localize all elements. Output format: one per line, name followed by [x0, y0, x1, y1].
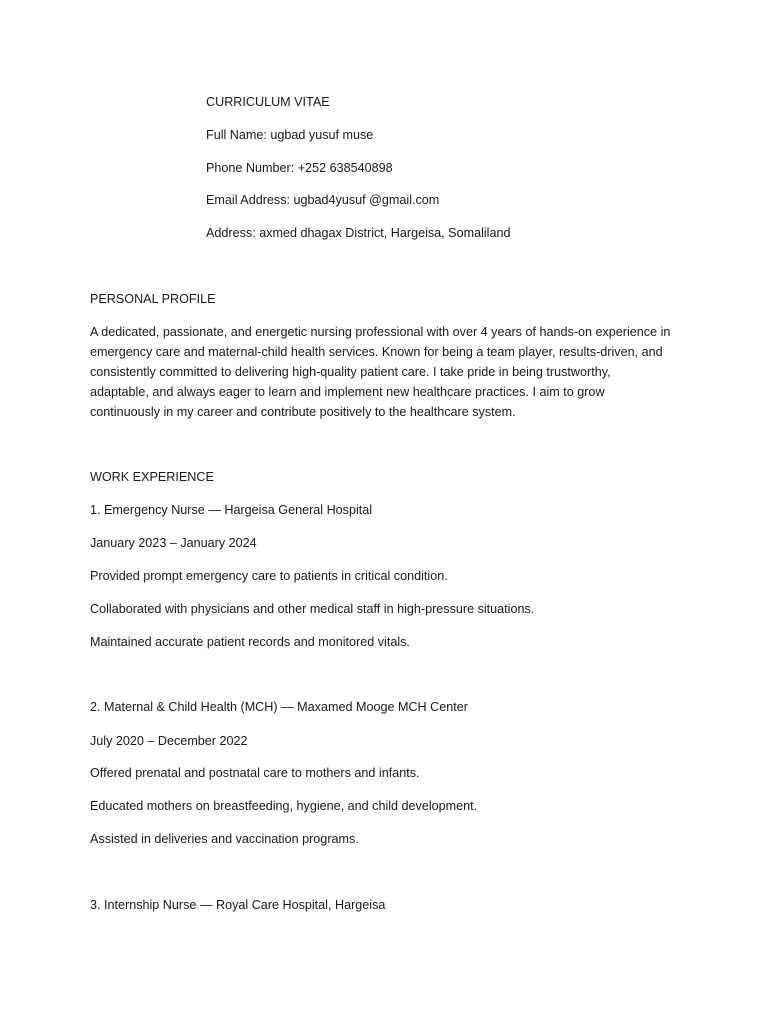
job-duty: Provided prompt emergency care to patients in critical condition. — [90, 569, 448, 583]
profile-line: consistently committed to delivering high-quality patient care. I take pride in being trustworthy, — [90, 365, 611, 379]
home-address: Address: axmed dhagax District, Hargeisa, Somaliland — [206, 226, 511, 240]
job-dates: July 2020 – December 2022 — [90, 734, 248, 748]
phone-number: Phone Number: +252 638540898 — [206, 161, 393, 175]
job-duty: Educated mothers on breastfeeding, hygiene, and child development. — [90, 799, 478, 813]
profile-line: adaptable, and always eager to learn and implement new healthcare practices. I aim to grow — [90, 385, 605, 399]
document-title: CURRICULUM VITAE — [206, 95, 330, 109]
job-title: 3. Internship Nurse — Royal Care Hospital, Hargeisa — [90, 898, 386, 912]
job-duty: Assisted in deliveries and vaccination programs. — [90, 832, 359, 846]
profile-line: emergency care and maternal-child health services. Known for being a team player, results-driven, and — [90, 345, 663, 359]
experience-heading: WORK EXPERIENCE — [90, 470, 214, 484]
profile-line: continuously in my career and contribute positively to the healthcare system. — [90, 405, 516, 419]
full-name: Full Name: ugbad yusuf muse — [206, 128, 374, 142]
job-title: 2. Maternal & Child Health (MCH) — Maxamed Mooge MCH Center — [90, 700, 468, 714]
job-title: 1. Emergency Nurse — Hargeisa General Hospital — [90, 503, 373, 517]
profile-heading: PERSONAL PROFILE — [90, 292, 216, 306]
job-duty: Collaborated with physicians and other medical staff in high-pressure situations. — [90, 602, 535, 616]
profile-line: A dedicated, passionate, and energetic nursing professional with over 4 years of hands-on experience in — [90, 325, 671, 339]
job-duty: Offered prenatal and postnatal care to mothers and infants. — [90, 766, 420, 780]
email-address: Email Address: ugbad4yusuf @gmail.com — [206, 193, 440, 207]
job-duty: Maintained accurate patient records and monitored vitals. — [90, 635, 410, 649]
job-dates: January 2023 – January 2024 — [90, 536, 257, 550]
